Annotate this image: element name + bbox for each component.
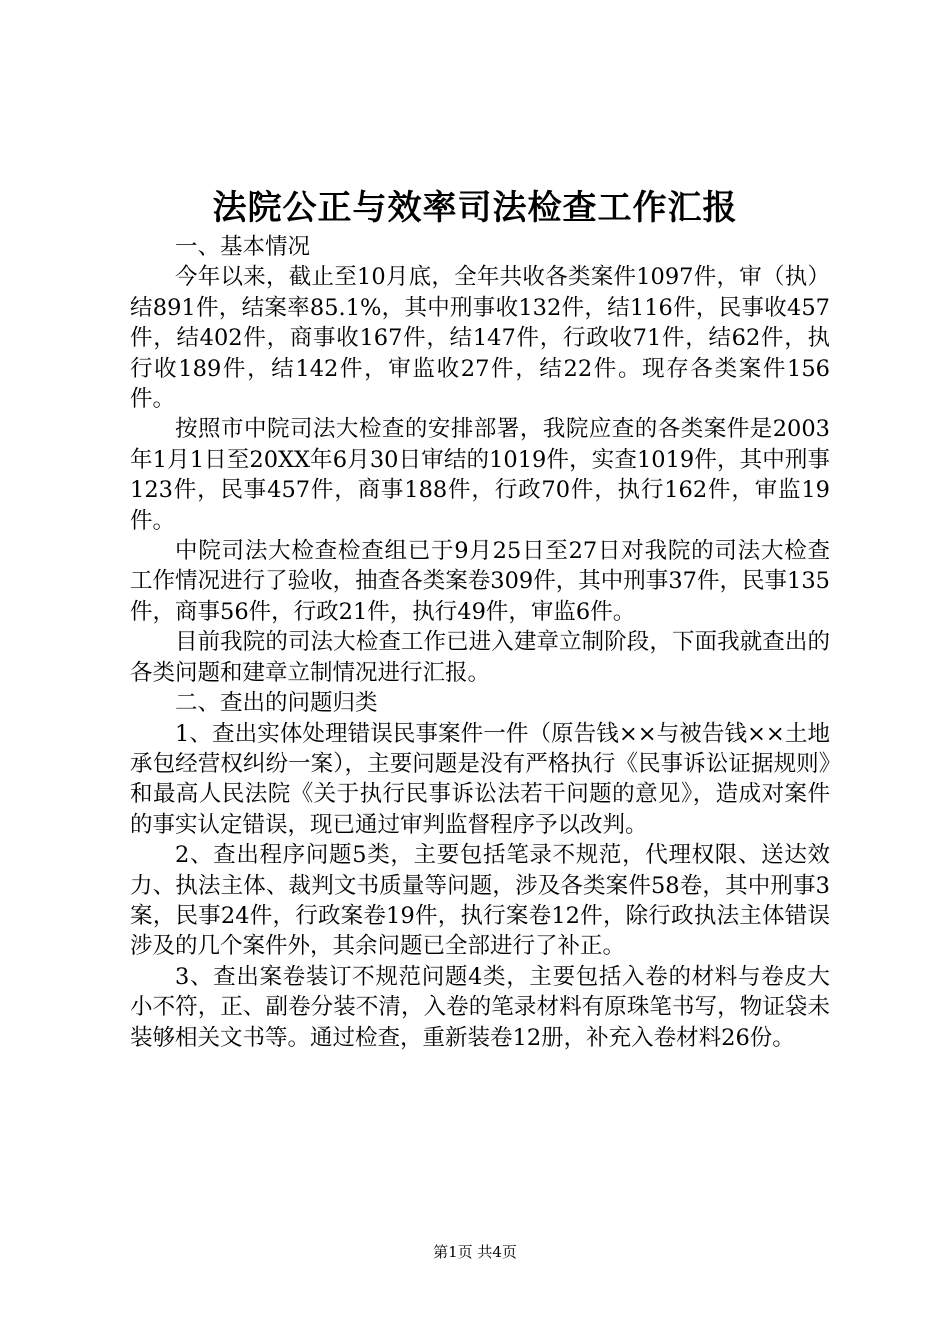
paragraph-acceptance-check: 中院司法大检查检查组已于9月25日至27日对我院的司法大检查工作情况进行了验收，抽查各类案卷309件，其中刑事37件，民事135件，商事56件，行政21件，执行49件，审监6件。 bbox=[130, 538, 830, 625]
paragraph-current-stage: 目前我院的司法大检查工作已进入建章立制阶段，下面我就查出的各类问题和建章立制情况进行汇报。 bbox=[130, 629, 830, 686]
paragraph-inspection-scope: 按照市中院司法大检查的安排部署，我院应查的各类案件是2003年1月1日至20XX年6月30日审结的1019件，实查1019件，其中刑事123件，民事457件，商事188件，行政70件，执行162件，审监19件。 bbox=[130, 416, 830, 534]
section-heading-basic-info: 一、基本情况 bbox=[175, 234, 311, 260]
paragraph-case-statistics: 今年以来，截止至10月底，全年共收各类案件1097件，审（执）结891件，结案率85.1%，其中刑事收132件，结116件，民事收457件，结402件，商事收167件，结147件，行政收71件，结62件，执行收189件，结142件，审监收27件，结22件。现存各类案件156件。 bbox=[130, 264, 830, 413]
page-number-footer: 第1页 共4页 bbox=[433, 1243, 517, 1261]
document-body bbox=[130, 232, 830, 1053]
document-title: 法院公正与效率司法检查工作汇报 bbox=[212, 188, 738, 228]
paragraph-problem-3: 3、查出案卷装订不规范问题4类，主要包括入卷的材料与卷皮大小不符，正、副卷分装不清，入卷的笔录材料有原珠笔书写，物证袋未装够相关文书等。通过检查，重新装卷12册，补充入卷材料26份。 bbox=[130, 963, 830, 1051]
paragraph-problem-2: 2、查出程序问题5类，主要包括笔录不规范，代理权限、送达效力、执法主体、裁判文书质量等问题，涉及各类案件58卷，其中刑事3案，民事24件，行政案卷19件，执行案卷12件，除行政执法主体错误涉及的几个案件外，其余问题已全部进行了补正。 bbox=[130, 842, 830, 960]
paragraph-problem-1: 1、查出实体处理错误民事案件一件（原告钱××与被告钱××土地承包经营权纠纷一案），主要问题是没有严格执行《民事诉讼证据规则》和最高人民法院《关于执行民事诉讼法若干问题的意见》，造成对案件的事实认定错误，现已通过审判监督程序予以改判。 bbox=[130, 720, 830, 838]
section-heading-problems: 二、查出的问题归类 bbox=[175, 690, 378, 717]
